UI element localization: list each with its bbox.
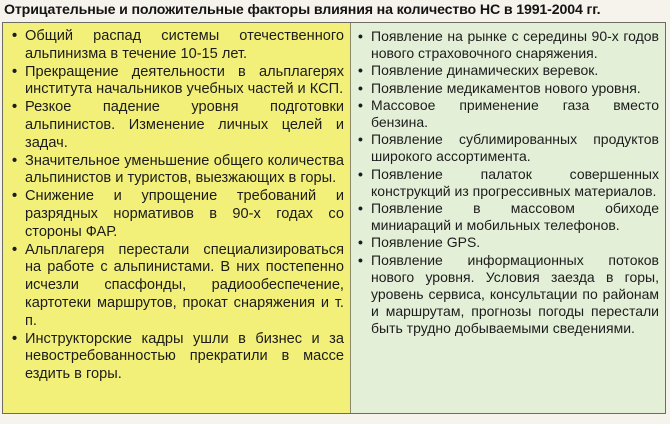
positive-factor-item: • Появление в массовом обиходе миниараций и мобильных телефонов. bbox=[357, 200, 659, 234]
negative-factor-item: • Резкое падение уровня подготовки альпинистов. Изменение личных целей и задач. bbox=[11, 99, 344, 152]
positive-factor-item: • Появление информационных потоков нового уровня. Условия заезда в горы, уровень сервиса, консультации по районам и маршрутам, прогнозы погоды перестали быть трудно добываемыми сведениями. bbox=[357, 252, 659, 338]
factors-table bbox=[2, 22, 666, 414]
positive-factor-item: • Появление медикаментов нового уровня. bbox=[357, 80, 659, 97]
negative-factor-item: • Снижение и упрощение требований и разрядных нормативов в 90-х годах со стороны ФАР. bbox=[11, 188, 344, 241]
positive-factor-item: • Появление динамических веревок. bbox=[357, 62, 659, 79]
table-title: Отрицательные и положительные факторы влияния на количество НС в 1991-2004 гг. bbox=[4, 2, 601, 18]
negative-factors-column bbox=[3, 23, 351, 413]
positive-factor-item: • Появление на рынке с середины 90-х годов нового страховочного снаряжения. bbox=[357, 28, 659, 62]
positive-factors-list bbox=[357, 28, 659, 338]
negative-factor-item: • Инструкторские кадры ушли в бизнес и за невостребованностью прекратили в массе ездить в горы. bbox=[11, 331, 344, 384]
positive-factors-column bbox=[351, 23, 665, 413]
positive-factor-item: • Массовое применение газа вместо бензина. bbox=[357, 97, 659, 131]
positive-factor-item: • Появление палаток совершенных конструкций из прогрессивных материалов. bbox=[357, 166, 659, 200]
negative-factor-item: • Прекращение деятельности в альплагерях института начальников учебных частей и КСП. bbox=[11, 64, 344, 100]
negative-factor-item: • Общий распад системы отечественного альпинизма в течение 10-15 лет. bbox=[11, 28, 344, 64]
negative-factor-item: • Альплагеря перестали специализироваться на работе с альпинистами. В них постепенно исчезли спасфонды, радиообеспечение, картотеки маршрутов, прокат снаряжения и т. п. bbox=[11, 242, 344, 331]
negative-factor-item: • Значительное уменьшение общего количества альпинистов и туристов, выезжающих в горы. bbox=[11, 153, 344, 189]
positive-factor-item: • Появление сублимированных продуктов широкого ассортимента. bbox=[357, 131, 659, 165]
positive-factor-item: • Появление GPS. bbox=[357, 234, 659, 251]
negative-factors-list bbox=[11, 28, 344, 384]
